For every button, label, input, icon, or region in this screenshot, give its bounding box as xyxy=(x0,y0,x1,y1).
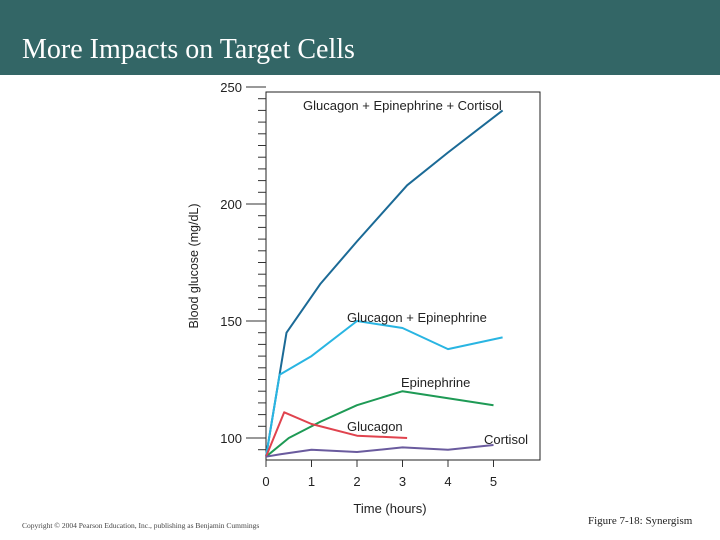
x-axis-label: Time (hours) xyxy=(353,501,427,516)
figure-caption: Figure 7-18: Synergism xyxy=(588,515,693,527)
x-tick-label: 5 xyxy=(489,474,498,489)
y-tick-label: 150 xyxy=(220,314,242,329)
series-line-1 xyxy=(266,110,503,456)
slide-title: More Impacts on Target Cells xyxy=(22,34,355,65)
x-tick-label: 2 xyxy=(353,474,361,489)
series-label-5: Cortisol xyxy=(484,432,529,447)
x-tick-label: 0 xyxy=(262,474,270,489)
x-tick-label: 4 xyxy=(444,474,452,489)
y-tick-label: 250 xyxy=(220,80,242,95)
series-label-3: Epinephrine xyxy=(401,375,471,390)
copyright-notice: Copyright © 2004 Pearson Education, Inc., publishing as Benjamin Cummings xyxy=(22,521,260,530)
series-line-5 xyxy=(266,445,494,457)
series-label-4: Glucagon xyxy=(347,419,403,434)
y-tick-label: 200 xyxy=(220,197,242,212)
series-label-1: Glucagon + Epinephrine + Cortisol xyxy=(303,98,502,113)
x-tick-label: 1 xyxy=(307,474,316,489)
plot-frame xyxy=(266,92,540,460)
x-tick-label: 3 xyxy=(398,474,407,489)
y-tick-label: 100 xyxy=(220,431,242,446)
y-axis-label: Blood glucose (mg/dL) xyxy=(187,203,201,329)
series-label-2: Glucagon + Epinephrine xyxy=(347,310,487,325)
chart-layer xyxy=(187,80,528,516)
